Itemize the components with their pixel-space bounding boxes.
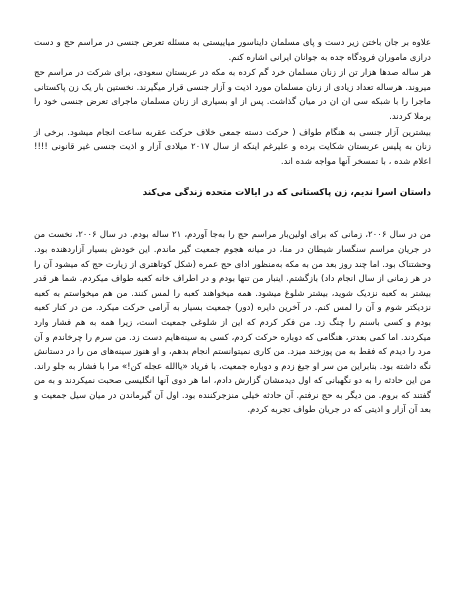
hajj-harassment-paragraph: هر ساله صدها هزار تن از زنان مسلمان خرد گم کرده به مکه در عربستان سعودی، برای شرکت در مراسم حج میروند. هرساله تعداد زیادی از زنان مسلمان مورد اذیت و آزار جنسی قرار میگیرند. نخستین بار یک زن پاکستانی ماجرا را با شبکه سی ان ان در میان گذاشت. پس از او بسیاری از زنان مسلمان ماجرای تعرض جنسی خود را برملا کردند. — [34, 68, 431, 122]
story-heading: داستان اسرا ندیم، زن پاکستانی که در ایالات متحده زندگی می‌کند — [142, 188, 431, 199]
intro-paragraph: علاوه بر جان باختن زیر دست و پای مسلمان دایناسور میاییستی به مسئله تعرض جنسی در مراسم حج و دست درازی ماموران فرودگاه جده به جوانان ایرانی اشاره کنم. — [34, 38, 431, 63]
tawaf-paragraph: بیشترین آزار جنسی به هنگام طواف ( حرکت دسته جمعی خلاف حرکت عقربه ساعت انجام میشود. برخی از زنان به پلیس عربستان شکایت برده و علیرغم اینکه از سال ۲۰۱۷ میلادی آزار و اذیت جنسی غیر قانونی !!!! اعلام شده ، با تمسخر آنها مواجه شده اند. — [34, 127, 431, 167]
story-paragraph: من در سال ۲۰۰۶، زمانی که برای اولین‌بار مراسم حج را به‌جا آوردم، ۲۱ ساله بودم. در سال ۲۰۰۶، نخست من در جریان مراسم سنگسار شیطان در منا، در میانه هجوم جمعیت گیر ماندم. این خودش بسیار آزاردهنده بود. وحشتناک بود. اما چند روز بعد من به مکه به‌منظور ادای حج عمره (شکل کوتاهتری از زیارت حج که میشود آن را در هر زمانی از سال انجام داد) بازگشتم. اینبار من تنها بودم و در اطراف خانه کعبه طواف میکردم. شما هر قدر بیشتر به کعبه نزدیک شوید، بیشتر شلوغ میشود. همه میخواهند کعبه را لمس کنند. من هم میخواستم به کعبه نزدیکتر شوم و آن را لمس کنم. در آخرین دایره (دور) جمعیت بسیار به آرامی حرکت میکرد. من در کنار کعبه بودم و کسی باسنم را چنگ زد. من فکر کردم که این از شلوغی جمعیت است، زیرا همه به هم فشار وارد میکردند. اما کمی بعدتر، هنگامی که دوباره حرکت کردم، کسی به سینه‌هایم دست زد. من سرم را چرخاندم و آن مرد را دیدم که فقط به من پوزخند میزد. من کاری نمیتوانستم انجام بدهم، و او هنوز سینه‌های من را در دستانش نگه داشته بود. بنابراین من سر او جیغ زدم و دوباره جمعیت، با فریاد «یاالله عجله کن!» مرا با فشار به جلو راند. من این حادثه را به دو نگهبانی که اول دیدمشان گزارش دادم، اما هر دوی آنها انگلیسی صحبت نمیکردند و به من گفتند که بروم. من دیگر به حج نرفتم. آن حادثه خیلی منزجرکننده بود. اول آن گیرماندن در میان سیل جمعیت و بعد آن آزار و اذیتی که در جریان طواف تجربه کردم. — [34, 230, 431, 416]
